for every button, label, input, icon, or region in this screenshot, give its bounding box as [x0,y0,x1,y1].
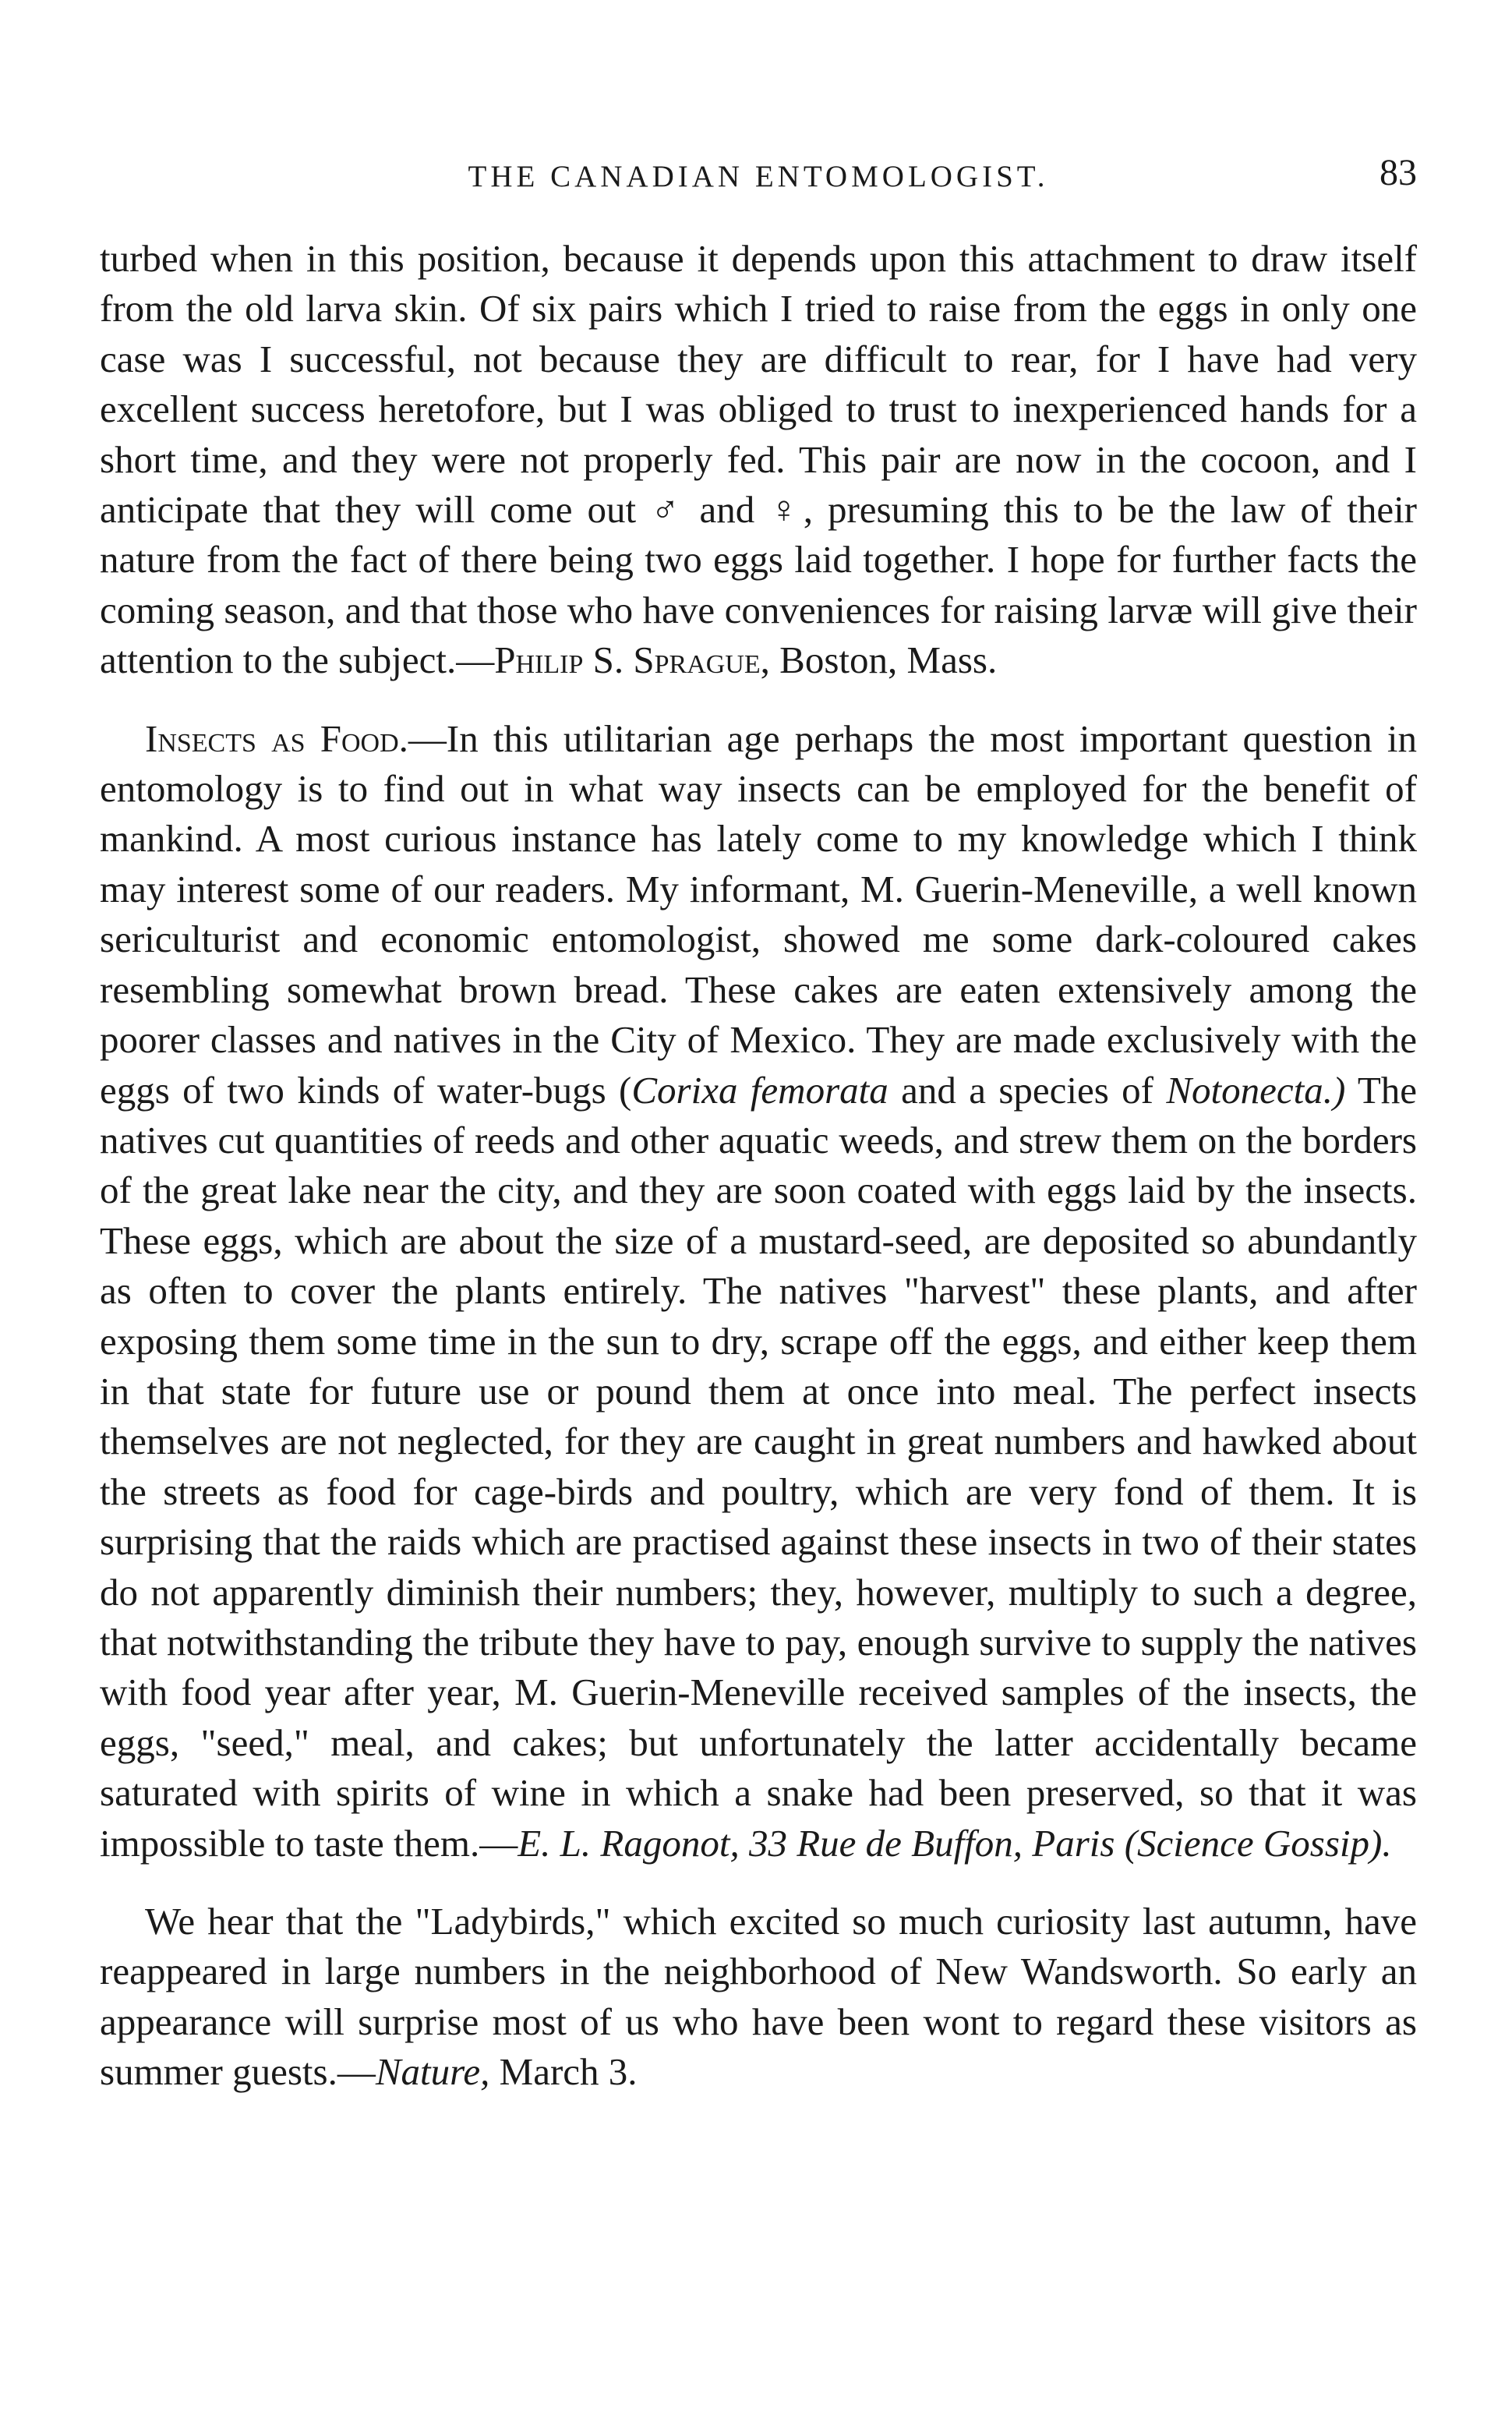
paragraph-text: We hear that the "Ladybirds," which excited so much curiosity last autumn, have reappeared in large numbers in the neighborhood of New Wandsworth. So early an appearance will surprise most of us who have been wont to regard these visitors as summer guests.— [100,1900,1417,2094]
species-name: Notonecta.) [1166,1068,1346,1112]
source-name: Nature, [375,2050,490,2094]
source-date: March 3. [489,2050,638,2094]
document-page [100,140,1417,2098]
paragraph-text: —In this utilitarian age perhaps the most important question in entomology is to find out in what way insects can be employed for the benefit of mankind. A most curious instance has lately come to my knowledge which I think may interest some of our readers. My informant, M. Guerin-Meneville, a well known sericulturist and economic entomologist, showed me some dark-coloured cakes resembling somewhat brown bread. These cakes are eaten extensively among the poorer classes and natives in the City of Mexico. They are made exclusively with the eggs of two kinds of water-bugs ( [100,716,1417,1112]
running-title: THE CANADIAN ENTOMOLOGIST. [468,160,1049,193]
species-name: Corixa femorata [631,1068,888,1112]
author-location: , Boston, Mass. [760,638,998,682]
section-heading: Insects as Food. [145,716,408,760]
paragraph-sprague-note [100,234,1417,686]
author-name: Philip S. Sprague [494,638,761,682]
paragraph-insects-as-food [100,714,1417,1869]
running-head [100,140,1417,203]
paragraph-ladybirds [100,1897,1417,2098]
attribution: E. L. Ragonot, 33 Rue de Buffon, Paris (Science Gossip). [518,1821,1392,1865]
paragraph-text: and a species of [888,1068,1167,1112]
paragraph-text: turbed when in this position, because it depends upon this attachment to draw itself from the old larva skin. Of six pairs which I tried to raise from the eggs in only one case was I successful, not because they are difficult to rear, for I have had very excellent success heretofore, but I was obliged to trust to inexperienced hands for a short time, and they were not properly fed. This pair are now in the cocoon, and I anticipate that they will come out ♂ and ♀, presuming this to be the law of their nature from the fact of there being two eggs laid together. I hope for further facts the coming season, and that those who have conveniences for raising larvæ will give their attention to the subject.— [100,237,1417,682]
page-number: 83 [1380,152,1417,193]
paragraph-text: The natives cut quantities of reeds and other aquatic weeds, and strew them on the borders of the great lake near the city, and they are soon coated with eggs laid by the insects. These eggs, which are about the size of a mustard-seed, are deposited so abundantly as often to cover the plants entirely. The natives "harvest" these plants, and after exposing them some time in the sun to dry, scrape off the eggs, and either keep them in that state for future use or pound them at once into meal. The perfect insects themselves are not neglected, for they are caught in great numbers and hawked about the streets as food for cage-birds and poultry, which are very fond of them. It is surprising that the raids which are practised against these insects in two of their states do not apparently diminish their numbers; they, however, multiply to such a degree, that notwithstanding the tribute they have to pay, enough survive to supply the natives with food year after year, M. Guerin-Meneville received samples of the insects, the eggs, "seed," meal, and cakes; but unfortunately the latter accidentally became saturated with spirits of wine in which a snake had been preserved, so that it was impossible to taste them.— [100,1068,1418,1865]
